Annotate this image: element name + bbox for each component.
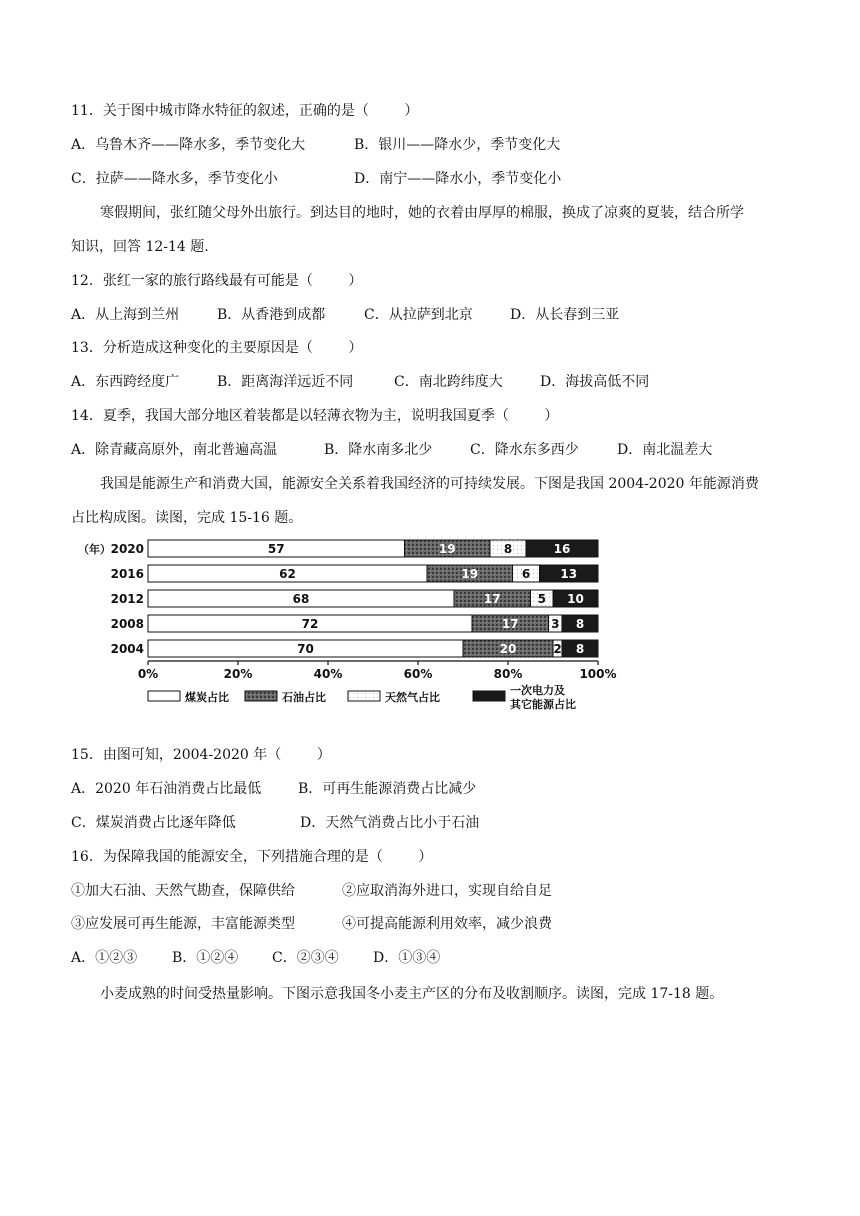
data-label-other-2004: 8 <box>575 642 585 656</box>
data-label-oil-2020: 19 <box>438 542 456 556</box>
data-label-coal-2016: 62 <box>279 567 296 581</box>
legend-label-other-line2: 其它能源占比 <box>510 698 576 711</box>
legend-label-oil: 石油占比 <box>282 691 326 704</box>
q13-option-c: C．南北跨纬度大 <box>394 374 503 390</box>
q12-option-b: B．从香港到成都 <box>217 307 326 323</box>
data-label-oil-2008: 17 <box>501 617 519 631</box>
q14-option-d: D．南北温差大 <box>617 442 713 458</box>
q11-option-b: B．银川——降水少，季节变化大 <box>354 137 561 153</box>
q11-option-c: C．拉萨——降水多，季节变化小 <box>71 171 278 187</box>
category-label-2016: 2016 <box>110 567 144 581</box>
q16-stem: 16．为保障我国的能源安全，下列措施合理的是（ ） <box>71 849 433 865</box>
data-label-gas-2012: 5 <box>537 592 546 606</box>
category-label-2012: 2012 <box>110 592 144 606</box>
data-label-oil-2016: 19 <box>461 567 479 581</box>
q15-option-c: C．煤炭消费占比逐年降低 <box>71 815 236 831</box>
q14-option-a: A．除青藏高原外，南北普遍高温 <box>71 442 278 458</box>
q13-option-a: A．东西跨经度广 <box>71 374 180 390</box>
category-label-2008: 2008 <box>110 617 144 631</box>
category-label-2020: 2020 <box>110 542 144 556</box>
q16-option-a: A．①②③ <box>71 950 138 966</box>
data-label-other-2020: 16 <box>553 542 571 556</box>
data-label-gas-2020: 8 <box>503 542 513 556</box>
data-label-oil-2012: 17 <box>483 592 501 606</box>
passage2-line1: 我国是能源生产和消费大国，能源安全关系着我国经济的可持续发展。下图是我国 2004-2020 年能源消费 <box>100 476 759 492</box>
q14-stem: 14．夏季，我国大部分地区着装都是以轻薄衣物为主，说明我国夏季（ ） <box>71 408 559 424</box>
q16-statement-3: ③应发展可再生能源，丰富能源类型 <box>71 916 295 932</box>
legend-label-other-line1: 一次电力及 <box>510 684 565 697</box>
data-label-oil-2004: 20 <box>499 642 517 656</box>
data-label-coal-2008: 72 <box>301 617 319 631</box>
passage1-line1: 寒假期间，张红随父母外出旅行。到达目的地时，她的衣着由厚厚的棉服，换成了凉爽的夏装，结合所学 <box>100 205 744 221</box>
q15-stem: 15．由图可知，2004-2020 年（ ） <box>71 747 331 763</box>
data-label-other-2016: 13 <box>560 567 578 581</box>
q16-option-c: C．②③④ <box>272 950 339 966</box>
legend-label-coal: 煤炭占比 <box>185 691 229 704</box>
data-label-gas-2008: 3 <box>551 617 560 631</box>
q15-option-b: B．可再生能源消费占比减少 <box>298 781 477 797</box>
q16-option-b: B．①②④ <box>172 950 239 966</box>
x-tick-label-3: 60% <box>403 667 433 681</box>
q12-stem: 12．张红一家的旅行路线最有可能是（ ） <box>71 273 363 289</box>
q14-option-b: B．降水南多北少 <box>324 442 433 458</box>
q11-stem: 11．关于图中城市降水特征的叙述，正确的是（ ） <box>71 103 419 119</box>
x-tick-label-4: 80% <box>493 667 523 681</box>
q12-option-d: D．从长春到三亚 <box>510 307 620 323</box>
q16-statement-2: ②应取消海外进口，实现自给自足 <box>342 883 552 899</box>
legend-swatch-gas <box>348 691 380 701</box>
q16-statement-1: ①加大石油、天然气勘查，保障供给 <box>71 883 295 899</box>
data-label-other-2008: 8 <box>575 617 585 631</box>
q13-stem: 13．分析造成这种变化的主要原因是（ ） <box>71 340 363 356</box>
data-label-coal-2020: 57 <box>267 542 285 556</box>
chart-svg <box>68 532 618 732</box>
x-tick-label-2: 40% <box>313 667 343 681</box>
data-label-other-2012: 10 <box>567 592 584 606</box>
q15-option-d: D．天然气消费占比小于石油 <box>300 815 480 831</box>
legend-label-gas: 天然气占比 <box>385 691 440 704</box>
q12-option-a: A．从上海到兰州 <box>71 307 180 323</box>
data-label-gas-2004: 2 <box>553 642 562 656</box>
q12-option-c: C．从拉萨到北京 <box>364 307 473 323</box>
x-tick-label-0: 0% <box>137 667 159 681</box>
q11-option-a: A．乌鲁木齐——降水多，季节变化大 <box>71 137 306 153</box>
legend-swatch-oil <box>245 691 277 701</box>
legend-swatch-coal <box>148 691 180 701</box>
legend-swatch-other <box>473 691 505 701</box>
category-label-2004: 2004 <box>110 642 144 656</box>
data-label-coal-2012: 68 <box>292 592 310 606</box>
passage1-line2: 知识，回答 12-14 题. <box>71 239 209 255</box>
passage2-line2: 占比构成图。读图，完成 15-16 题。 <box>71 510 303 526</box>
q16-statement-4: ④可提高能源利用效率，减少浪费 <box>342 916 552 932</box>
data-label-gas-2016: 6 <box>521 567 531 581</box>
q13-option-b: B．距离海洋远近不同 <box>217 374 354 390</box>
q11-option-d: D．南宁——降水小，季节变化小 <box>354 171 562 187</box>
q14-option-c: C．降水东多西少 <box>470 442 579 458</box>
q15-option-a: A．2020 年石油消费占比最低 <box>71 781 262 797</box>
x-tick-label-5: 100% <box>579 667 617 681</box>
x-tick-label-1: 20% <box>223 667 253 681</box>
passage3-line1: 小麦成熟的时间受热量影响。下图示意我国冬小麦主产区的分布及收割顺序。读图，完成 17-18 题。 <box>100 986 724 1002</box>
y-axis-title: （年） <box>78 543 111 556</box>
energy-consumption-chart <box>68 532 618 732</box>
data-label-coal-2004: 70 <box>297 642 314 656</box>
q13-option-d: D．海拔高低不同 <box>540 374 650 390</box>
q16-option-d: D．①③④ <box>373 950 441 966</box>
